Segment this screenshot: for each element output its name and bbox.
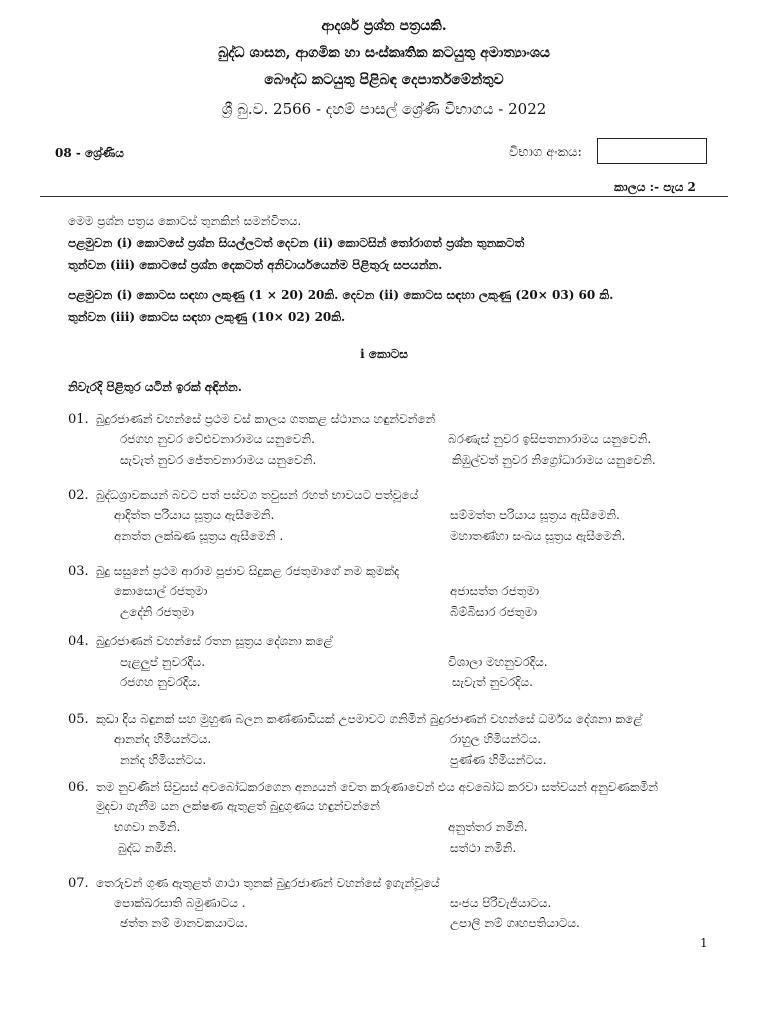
option-b[interactable]: බරණැස් නුවර ඉසිපතනාරාමය යනුවෙනි. [448,432,652,446]
option-b[interactable]: විශාලා මහනුවරදිය. [448,655,548,669]
question-text: තෙරුවන් ගුණ ඇතුළත් ගාථා තුනක් බුදුරජාණන් වහන්සේ ඉගැන්වූයේ [96,876,440,890]
question-text: බුදු සසුනේ ප්‍රථම ආරාම පූජාව සිදුකළ රජතුමාගේ නම කුමක්ද [96,564,400,578]
question-number: 04. [68,634,89,649]
option-a[interactable]: කොසොල් රජතුමා [114,584,208,598]
question-number: 02. [68,488,89,503]
ministry-title: බුද්ධ ශාසන, ආගමික හා සංස්කෘතික කටයුතු අමාත්‍යාංශය [218,45,550,61]
time-allowed: කාලය :- පැය 2 [614,180,696,194]
option-a[interactable]: ආදිත්ත පරියාය සූත්‍රය ඇසීමෙනි. [114,508,275,522]
header-divider [40,196,728,197]
department-title: බෞද්ධ කටයුතු පිළිබඳ දෙපාර්තමේන්තුව [264,72,504,88]
question-text-continued: මුදවා ගැනීම යන ලක්ෂණ ඇතුළත් බුදුගුණය හඳුන්වන්නේ [96,799,380,813]
option-a[interactable]: රජගහ නුවර වේළුවනාරාමය යනුවෙනි. [120,432,315,446]
instruction-line-3: තුන්වන (iii) කොටසේ ප්‍රශ්න දෙකටත් අනිවාර්යයෙන්ම පිළිතුරු සපයන්න. [68,258,443,272]
option-d[interactable]: පුණ්ණ හිමියන්ටය. [450,753,547,767]
question-text: බුදුරජාණන් වහන්සේ රතන සූත්‍රය දේශනා කළේ [96,634,333,648]
option-c[interactable]: රජගහ නුවරදිය. [120,675,201,689]
question-text: බුද්ධශ්‍රාවකයන් බවට පත් පස්වග තවුසන් රහත් භාවයට පත්වූයේ [96,488,419,502]
option-c[interactable]: අනත්ත ලක්ඛණ සූත්‍රය ඇසීමෙනි . [114,529,284,543]
option-b[interactable]: අනුත්තර නමිනි. [448,820,528,834]
instruction-line-1: මෙම ප්‍රශ්න පත්‍රය කොටස් තුනකින් සමන්විතය. [68,214,302,228]
option-b[interactable]: රාහුල හිමියන්ටය. [450,732,542,746]
option-a[interactable]: භගවා නමිනි. [114,820,181,834]
option-d[interactable]: සැවැත් නුවරදිය. [452,675,533,689]
option-d[interactable]: මහාතණ්හා සංඛය සූත්‍රය ඇසීමෙනි. [450,529,626,543]
question-text: කුඩා දිය බඳුනක් සහ මුහුණ බලන කණ්ණාඩියක් උපමාවට ගනිමින් බුදුරජාණන් වහන්සේ ධර්මය දේශනා කළේ [96,712,643,726]
option-a[interactable]: පැළලුප් නුවරදිය. [120,655,206,669]
exam-title: ශ්‍රී බු.ව. 2566 - දහම් පාසල් ශ්‍රේණි විභාගය - 2022 [221,100,547,118]
question-number: 07. [68,876,89,891]
option-a[interactable]: ආනන්ද හිමියන්ටය. [114,732,212,746]
section-instruction: නිවැරදි පිළිතුර යටින් ඉරක් අඳින්න. [68,380,242,394]
option-b[interactable]: සම්මත්ත පරියාය සූත්‍රය ඇසීමෙනි. [450,508,620,522]
instruction-line-2: පළමුවන (i) කොටසේ ප්‍රශ්න සියල්ලටත් දෙවන (ii) කොටසින් තෝරාගත් ප්‍රශ්න තුනකටත් [68,236,525,250]
option-d[interactable]: බිම්බිසාර රජතුමා [450,605,538,619]
grade-label: 08 - ශ්‍රේණිය [55,146,124,160]
option-a[interactable]: පොක්ඛරසාති බමුණාටය . [114,896,246,910]
option-c[interactable]: ඡත්ත නම් මානවකයාටය. [120,916,248,930]
marks-line-2: තුන්වන (iii) කොටස සඳහා ලකුණු (10× 02) 20කි. [68,310,346,324]
option-b[interactable]: සංජය පිරිවැජියාටය. [450,896,552,910]
question-number: 05. [68,712,89,727]
question-number: 01. [68,412,89,427]
marks-line-1: පළමුවන (i) කොටස සඳහා ලකුණු (1 × 20) 20කි. දෙවන (ii) කොටස සඳහා ලකුණු (20× 03) 60 කි. [68,288,614,302]
page-number: 1 [700,936,708,950]
paper-type-title: ආදර්ශ ප්‍රශ්න පත්‍රයකි. [321,18,447,34]
option-c[interactable]: නන්ද හිමියන්ටය. [120,753,207,767]
question-number: 03. [68,564,89,579]
question-text: තම නුවණින් සිවුසස් අවබෝධකරගෙන අන්‍යයන් වෙත කරුණාවෙන් එය අවබෝධ කරවා සත්වයන් අනුවණකමින් [96,780,658,794]
question-number: 06. [68,780,89,795]
option-c[interactable]: උදේනි රජතුමා [120,605,194,619]
option-b[interactable]: අජාසත්ත රජතුමා [450,584,540,598]
index-number-box[interactable] [597,138,707,164]
question-text: බුදුරජාණන් වහන්සේ ප්‍රථම වස් කාලය ගතකළ ස්ථානය හඳුන්වන්නේ [96,412,436,426]
option-d[interactable]: සත්ථා නමිනි. [450,841,517,855]
option-d[interactable]: උපාලි නම් ගෘහපතියාටය. [450,916,580,930]
section-title: i කොටස [360,347,408,361]
option-c[interactable]: බුද්ධ නමිනි. [118,841,177,855]
option-c[interactable]: සැවැත් නුවර ජේතවනාරාමය යනුවෙනි. [120,453,317,467]
index-number-label: විභාග අංකය: [509,145,582,160]
option-d[interactable]: කිඹුල්වත් නුවර නිග්‍රෝධාරාමය යනුවෙනි. [452,453,656,467]
